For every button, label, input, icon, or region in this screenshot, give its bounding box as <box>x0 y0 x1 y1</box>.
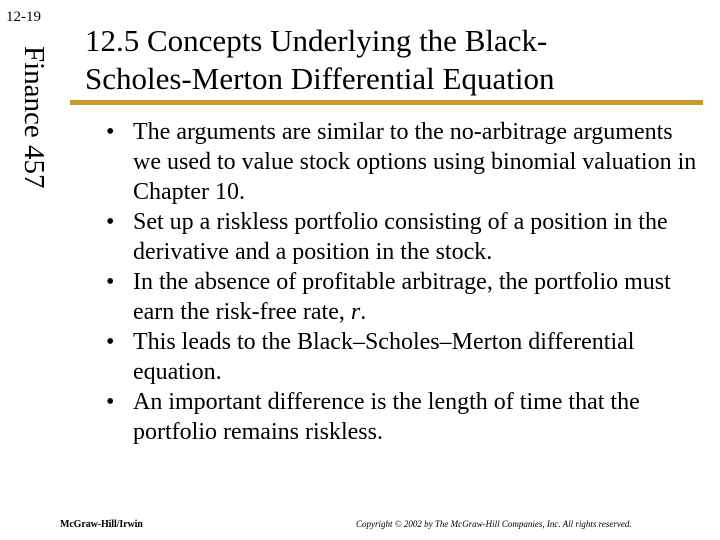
bullet-item <box>106 387 706 447</box>
slide-content <box>106 117 706 447</box>
title-divider <box>70 100 703 105</box>
bullet-item <box>106 267 706 327</box>
footer-publisher: McGraw-Hill/Irwin <box>60 519 143 530</box>
bullet-dot-icon: • <box>106 329 115 355</box>
course-label <box>14 46 54 246</box>
bullet-text-suffix: . <box>360 299 367 325</box>
course-label-text: Finance 457 <box>18 46 50 189</box>
slide-title-line-2: Scholes-Merton Differential Equation <box>85 61 555 96</box>
bullet-dot-icon: • <box>106 119 115 145</box>
bullet-text: This leads to the Black–Scholes–Merton differential equation. <box>133 329 635 385</box>
bullet-item <box>106 327 706 387</box>
bullet-text-prefix: In the absence of profitable arbitrage, the portfolio must earn the risk-free rate, <box>133 269 671 325</box>
bullet-dot-icon: • <box>106 389 115 415</box>
risk-free-rate-symbol: r <box>350 299 361 325</box>
bullet-list <box>106 117 706 447</box>
bullet-dot-icon: • <box>106 209 115 235</box>
bullet-item <box>106 117 706 207</box>
bullet-text <box>133 269 671 325</box>
slide-title <box>85 22 645 98</box>
bullet-text: An important difference is the length of time that the portfolio remains riskless. <box>133 389 640 445</box>
bullet-dot-icon: • <box>106 269 115 295</box>
bullet-text: Set up a riskless portfolio consisting of a position in the derivative and a position in the stock. <box>133 209 668 265</box>
slide-number: 12-19 <box>6 9 41 25</box>
footer-copyright: Copyright © 2002 by The McGraw-Hill Companies, Inc. All rights reserved. <box>356 519 632 529</box>
slide-title-line-1: 12.5 Concepts Underlying the Black- <box>85 23 548 58</box>
bullet-item <box>106 207 706 267</box>
bullet-text: The arguments are similar to the no-arbitrage arguments we used to value stock options using binomial valuation in Chapter 10. <box>133 119 697 205</box>
